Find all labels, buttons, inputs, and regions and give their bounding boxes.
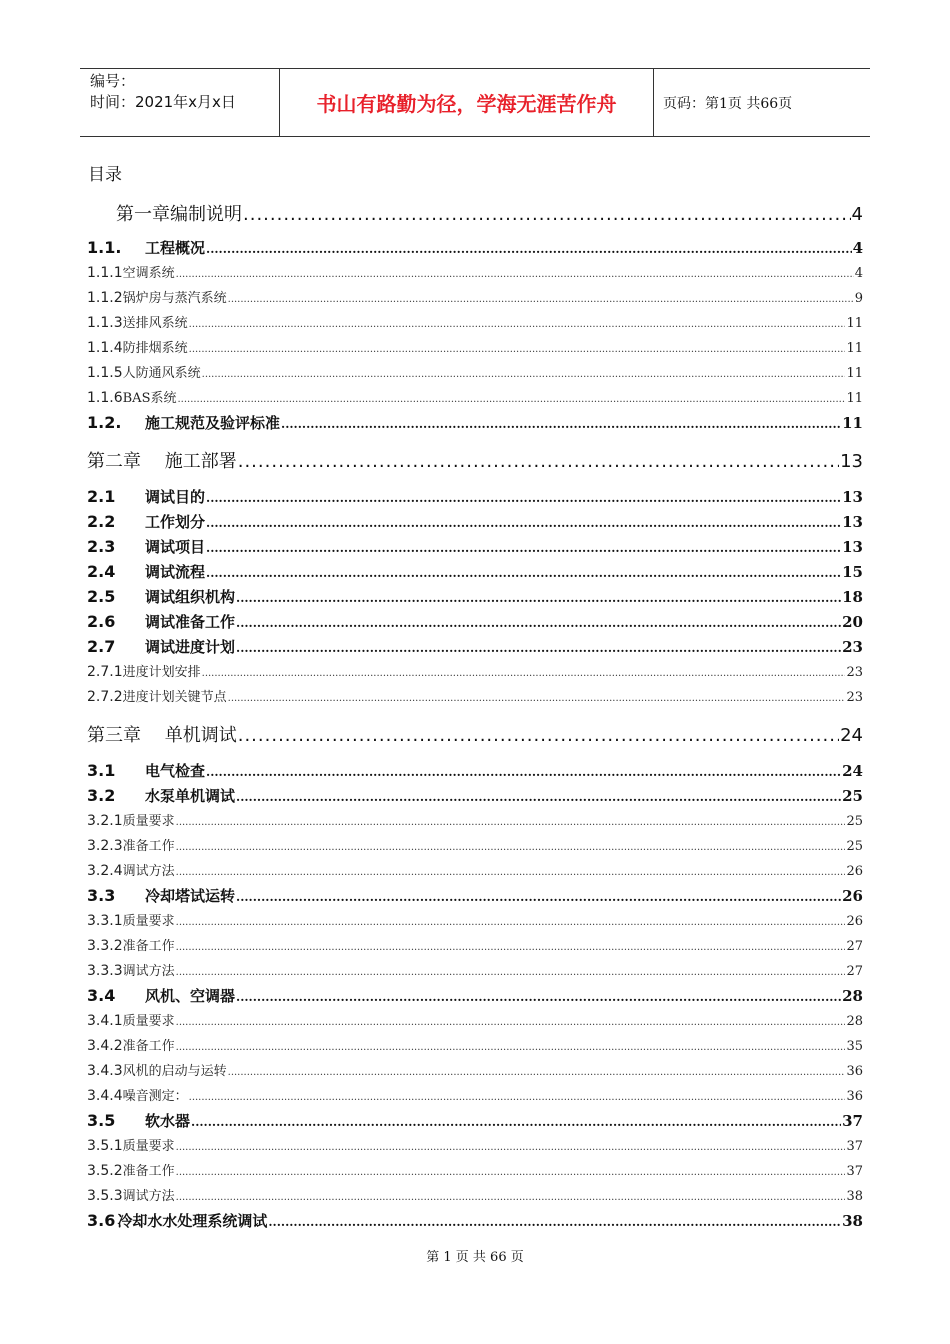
toc-leader-dots: [176, 867, 846, 878]
toc-entry[interactable]: [87, 387, 863, 406]
toc-entry-label: 施工规范及验评标准: [145, 414, 281, 432]
toc-entry-page: 28: [842, 987, 863, 1005]
toc-leader-dots: [176, 1042, 846, 1053]
toc-entry-label: 调试进度计划: [145, 638, 236, 656]
toc-entry-page: 38: [846, 1189, 863, 1204]
toc-entry-label: 水泵单机调试: [145, 787, 236, 805]
toc-entry-label: 调试目的: [145, 488, 206, 506]
toc-entry[interactable]: [87, 960, 863, 979]
toc-entry[interactable]: [87, 785, 863, 806]
toc-entry[interactable]: [87, 1085, 863, 1104]
toc-title: 目录: [88, 165, 122, 185]
toc-entry-title: [87, 536, 205, 557]
header-meta: [80, 69, 280, 136]
toc-leader-dots: [206, 242, 852, 256]
toc-entry-label: 进度计划安排: [122, 665, 201, 680]
toc-entry[interactable]: [87, 287, 863, 306]
toc-entry[interactable]: [87, 885, 863, 906]
toc-entry[interactable]: [87, 686, 863, 705]
toc-entry-title: [87, 1210, 267, 1231]
toc-entry[interactable]: [87, 1185, 863, 1204]
toc-entry-number: 3.3.3: [87, 963, 123, 979]
toc-entry[interactable]: [87, 1010, 863, 1029]
toc-entry-page: 26: [846, 914, 863, 929]
toc-entry[interactable]: [87, 636, 863, 657]
toc-entry-title: [87, 1110, 190, 1131]
toc-leader-dots: [176, 269, 854, 280]
toc-entry-label: 空调系统: [122, 266, 175, 281]
toc-entry[interactable]: [87, 511, 863, 532]
toc-entry[interactable]: [87, 486, 863, 507]
toc-entry-title: [87, 885, 235, 906]
toc-entry[interactable]: [87, 561, 863, 582]
toc-entry-number: 2.3: [87, 537, 116, 556]
toc-entry[interactable]: [87, 661, 863, 680]
toc-entry-label: 噪音测定：: [122, 1089, 188, 1104]
toc-entry-title: [87, 721, 237, 747]
toc-entry[interactable]: [87, 810, 863, 829]
toc-entry-number: 3.4.1: [87, 1013, 123, 1029]
toc-entry-title: [87, 935, 175, 954]
toc-entry-number: 1.1.3: [87, 315, 123, 331]
toc-leader-dots: [189, 344, 846, 355]
toc-leader-dots: [176, 1192, 846, 1203]
toc-entry[interactable]: [87, 721, 863, 747]
toc-leader-dots: [281, 417, 841, 431]
toc-entry-title: [87, 312, 188, 331]
toc-entry-label: 电气检查: [145, 762, 206, 780]
toc-entry[interactable]: [87, 536, 863, 557]
toc-leader-dots: [189, 319, 846, 330]
toc-entry-label: 质量要求: [122, 814, 175, 829]
toc-entry-label: 质量要求: [122, 1014, 175, 1029]
toc-entry[interactable]: [87, 200, 863, 226]
toc-entry-number: 3.4.2: [87, 1038, 123, 1054]
toc-entry-page: 27: [846, 939, 863, 954]
toc-entry-title: [87, 611, 235, 632]
toc-entry[interactable]: [87, 835, 863, 854]
toc-entry-page: 13: [842, 538, 863, 556]
toc-entry-page: 15: [842, 563, 863, 581]
toc-leader-dots: [228, 693, 846, 704]
toc-entry[interactable]: [87, 262, 863, 281]
toc-entry[interactable]: [87, 1110, 863, 1131]
footer-page-number: 第 1 页 共 66 页: [426, 1250, 524, 1265]
toc-leader-dots: [238, 451, 839, 472]
document-date: 时间：2021年x月x日: [90, 93, 236, 111]
toc-entry-title: [87, 1060, 227, 1079]
toc-leader-dots: [176, 917, 846, 928]
toc-entry[interactable]: [87, 910, 863, 929]
toc-entry[interactable]: [87, 447, 863, 473]
toc-entry-page: 11: [846, 366, 863, 381]
toc-leader-dots: [206, 516, 841, 530]
toc-entry-page: 18: [842, 588, 863, 606]
toc-leader-dots: [236, 890, 841, 904]
toc-entry-number: 1.1.6: [87, 390, 123, 406]
toc-entry-number: 1.1.5: [87, 365, 123, 381]
toc-entry-number: 1.1.1: [87, 265, 123, 281]
toc-entry-page: 36: [846, 1089, 863, 1104]
toc-entry-number: 3.5: [87, 1111, 116, 1130]
toc-entry-page: 23: [842, 638, 863, 656]
toc-entry-title: [87, 1010, 175, 1029]
toc-entry-number: 3.1: [87, 761, 116, 780]
toc-entry-page: 24: [840, 725, 863, 746]
toc-entry[interactable]: [87, 237, 863, 258]
toc-entry-page: 37: [846, 1164, 863, 1179]
toc-leader-dots: [202, 369, 846, 380]
toc-entry[interactable]: [87, 1160, 863, 1179]
toc-entry-number: 1.1.4: [87, 340, 123, 356]
toc-entry-page: 28: [846, 1014, 863, 1029]
toc-leader-dots: [176, 1142, 846, 1153]
toc-entry-title: [87, 387, 176, 406]
toc-entry-label: 质量要求: [122, 1139, 175, 1154]
toc-entry-page: 4: [854, 266, 863, 281]
toc-entry-page: 38: [842, 1212, 863, 1230]
document-number-label: 编号：: [90, 72, 136, 90]
toc-entry-title: [87, 1035, 175, 1054]
toc-leader-dots: [236, 591, 841, 605]
toc-entry-page: 26: [846, 864, 863, 879]
toc-leader-dots: [176, 842, 846, 853]
toc-entry-number: 3.2.4: [87, 863, 123, 879]
toc-entry-number: 3.4.4: [87, 1088, 123, 1104]
toc-entry-title: [87, 810, 175, 829]
toc-leader-dots: [236, 990, 841, 1004]
toc-entry[interactable]: [87, 586, 863, 607]
toc-entry-label: 软水器: [145, 1112, 191, 1130]
toc-entry-label: 人防通风系统: [122, 366, 201, 381]
toc-entry-page: 11: [846, 316, 863, 331]
toc-leader-dots: [228, 1067, 846, 1078]
toc-entry-title: [87, 760, 205, 781]
toc-entry-page: 4: [852, 239, 863, 257]
toc-leader-dots: [202, 668, 846, 679]
toc-entry-page: 26: [842, 887, 863, 905]
toc-entry-number: 2.6: [87, 612, 116, 631]
toc-entry-label: 防排烟系统: [122, 341, 188, 356]
toc-entry[interactable]: [87, 1035, 863, 1054]
toc-entry-title: [87, 785, 235, 806]
toc-entry-title: [87, 412, 280, 433]
toc-entry-label: 调试流程: [145, 563, 206, 581]
toc-entry[interactable]: [87, 860, 863, 879]
toc-entry-page: 27: [846, 964, 863, 979]
toc-entry-label: 准备工作: [122, 1164, 175, 1179]
toc-entry-number: 2.1: [87, 487, 116, 506]
toc-entry-number: 1.2.: [87, 413, 122, 432]
toc-entry-label: BAS系统: [122, 391, 177, 406]
toc-entry-title: [87, 960, 175, 979]
toc-entry[interactable]: [87, 412, 863, 433]
toc-entry-title: [87, 910, 175, 929]
toc-entry-page: 24: [842, 762, 863, 780]
toc-entry-page: 25: [842, 787, 863, 805]
toc-entry-label: 第三章 单机调试: [87, 725, 237, 746]
toc-leader-dots: [176, 967, 846, 978]
toc-entry-page: 37: [846, 1139, 863, 1154]
toc-entry-title: [87, 362, 201, 381]
toc-entry-number: 2.5: [87, 587, 116, 606]
toc-entry-label: 质量要求: [122, 914, 175, 929]
toc-entry-label: 第一章编制说明: [116, 204, 242, 225]
toc-entry-page: 13: [840, 451, 863, 472]
toc-leader-dots: [206, 765, 841, 779]
toc-entry-label: 调试方法: [122, 1189, 175, 1204]
toc-entry-label: 风机、空调器: [145, 987, 236, 1005]
toc-entry-page: 25: [846, 814, 863, 829]
toc-leader-dots: [177, 394, 845, 405]
toc-entry-number: 3.3.2: [87, 938, 123, 954]
toc-entry-number: 2.4: [87, 562, 116, 581]
toc-entry[interactable]: [87, 1135, 863, 1154]
toc-entry-label: 送排风系统: [122, 316, 188, 331]
toc-entry-page: 20: [842, 613, 863, 631]
toc-leader-dots: [176, 942, 846, 953]
toc-entry-number: 3.3.1: [87, 913, 123, 929]
toc-entry-label: 调试准备工作: [145, 613, 236, 631]
page-footer: [0, 1246, 950, 1265]
toc-entry-label: 冷却塔试运转: [145, 887, 236, 905]
toc-entry[interactable]: [87, 337, 863, 356]
toc-entry-title: [87, 1085, 188, 1104]
toc-entry-label: 准备工作: [122, 1039, 175, 1054]
toc-leader-dots: [236, 790, 841, 804]
toc-entry-number: 3.5.3: [87, 1188, 123, 1204]
toc-entry-number: 3.2.3: [87, 838, 123, 854]
toc-entry-number: 1.1.: [87, 238, 122, 257]
page-header: [80, 68, 870, 137]
toc-entry[interactable]: [87, 1060, 863, 1079]
toc-entry[interactable]: [87, 1210, 863, 1231]
toc-leader-dots: [206, 566, 841, 580]
toc-entry-label: 第二章 施工部署: [87, 451, 237, 472]
toc-entry[interactable]: [87, 611, 863, 632]
toc-entry-page: 37: [842, 1112, 863, 1130]
toc-entry-title: [87, 1135, 175, 1154]
toc-entry-number: 3.2: [87, 786, 116, 805]
toc-entry-title: [87, 985, 235, 1006]
toc-entry-page: 23: [846, 690, 863, 705]
toc-leader-dots: [176, 1167, 846, 1178]
toc-entry-number: 3.4.3: [87, 1063, 123, 1079]
toc-entry-number: 1.1.2: [87, 290, 123, 306]
toc-entry-number: 2.7.2: [87, 689, 123, 705]
toc-entry-page: 13: [842, 488, 863, 506]
toc-entry-number: 3.4: [87, 986, 116, 1005]
toc-entry[interactable]: [87, 935, 863, 954]
toc-leader-dots: [236, 641, 841, 655]
toc-entry-number: 3.5.2: [87, 1163, 123, 1179]
toc-entry-title: [87, 262, 175, 281]
toc-leader-dots: [176, 817, 846, 828]
toc-entry-title: [87, 337, 188, 356]
toc-leader-dots: [189, 1092, 846, 1103]
toc-entry-number: 3.6: [87, 1211, 116, 1230]
toc-entry-label: 调试方法: [122, 964, 175, 979]
toc-entry-label: 准备工作: [122, 939, 175, 954]
toc-entry-title: [87, 586, 235, 607]
toc-entry-number: 3.5.1: [87, 1138, 123, 1154]
toc-leader-dots: [243, 204, 851, 225]
toc-entry-title: [87, 486, 205, 507]
toc-entry-title: [87, 447, 237, 473]
toc-leader-dots: [238, 725, 839, 746]
toc-entry-title: [87, 1185, 175, 1204]
toc-entry-label: 冷却水水处理系统调试: [117, 1212, 268, 1230]
toc-entry-page: 35: [846, 1039, 863, 1054]
toc-leader-dots: [236, 616, 841, 630]
toc-entry-page: 11: [846, 391, 863, 406]
toc-leader-dots: [268, 1215, 841, 1229]
toc-entry-page: 4: [851, 204, 863, 225]
toc-entry-title: [87, 636, 235, 657]
toc-entry[interactable]: [87, 312, 863, 331]
toc-entry-label: 调试方法: [122, 864, 175, 879]
toc-entry-title: [87, 860, 175, 879]
toc-entry-label: 进度计划关键节点: [122, 690, 227, 705]
toc-entry-title: [87, 561, 205, 582]
toc-entry-page: 23: [846, 665, 863, 680]
toc-entry-label: 调试项目: [145, 538, 206, 556]
toc-entry-page: 36: [846, 1064, 863, 1079]
toc-entry-label: 工作划分: [145, 513, 206, 531]
toc-entry-title: [87, 200, 242, 226]
toc-entry-title: [87, 835, 175, 854]
toc-entry-page: 11: [846, 341, 863, 356]
header-page-info: 页码：第1页 共66页: [663, 95, 793, 112]
toc-entry-label: 准备工作: [122, 839, 175, 854]
toc-entry-number: 2.7.1: [87, 664, 123, 680]
toc-entry-number: 2.7: [87, 637, 116, 656]
toc-entry-page: 25: [846, 839, 863, 854]
toc-leader-dots: [206, 491, 841, 505]
toc-leader-dots: [228, 294, 854, 305]
toc-leader-dots: [176, 1017, 846, 1028]
toc-entry-title: [87, 237, 205, 258]
toc-entry-label: 调试组织机构: [145, 588, 236, 606]
toc-entry-page: 11: [842, 414, 863, 432]
toc-entry-title: [87, 287, 227, 306]
toc-entry-title: [87, 686, 227, 705]
toc-entry[interactable]: [87, 362, 863, 381]
toc-entry-title: [87, 511, 205, 532]
toc-entry-number: 2.2: [87, 512, 116, 531]
header-motto: 书山有路勤为径，学海无涯苦作舟: [280, 69, 654, 136]
toc-entry-label: 锅炉房与蒸汽系统: [122, 291, 227, 306]
toc-entry[interactable]: [87, 760, 863, 781]
toc-entry-label: 工程概况: [145, 239, 206, 257]
toc-leader-dots: [206, 541, 841, 555]
toc-entry-title: [87, 661, 201, 680]
toc-entry-page: 13: [842, 513, 863, 531]
toc-entry-label: 风机的启动与运转: [122, 1064, 227, 1079]
toc-entry-number: 3.3: [87, 886, 116, 905]
toc-entry-number: 3.2.1: [87, 813, 123, 829]
toc-entry-title: [87, 1160, 175, 1179]
toc-entry[interactable]: [87, 985, 863, 1006]
toc-entry-page: 9: [854, 291, 863, 306]
toc-leader-dots: [191, 1115, 841, 1129]
